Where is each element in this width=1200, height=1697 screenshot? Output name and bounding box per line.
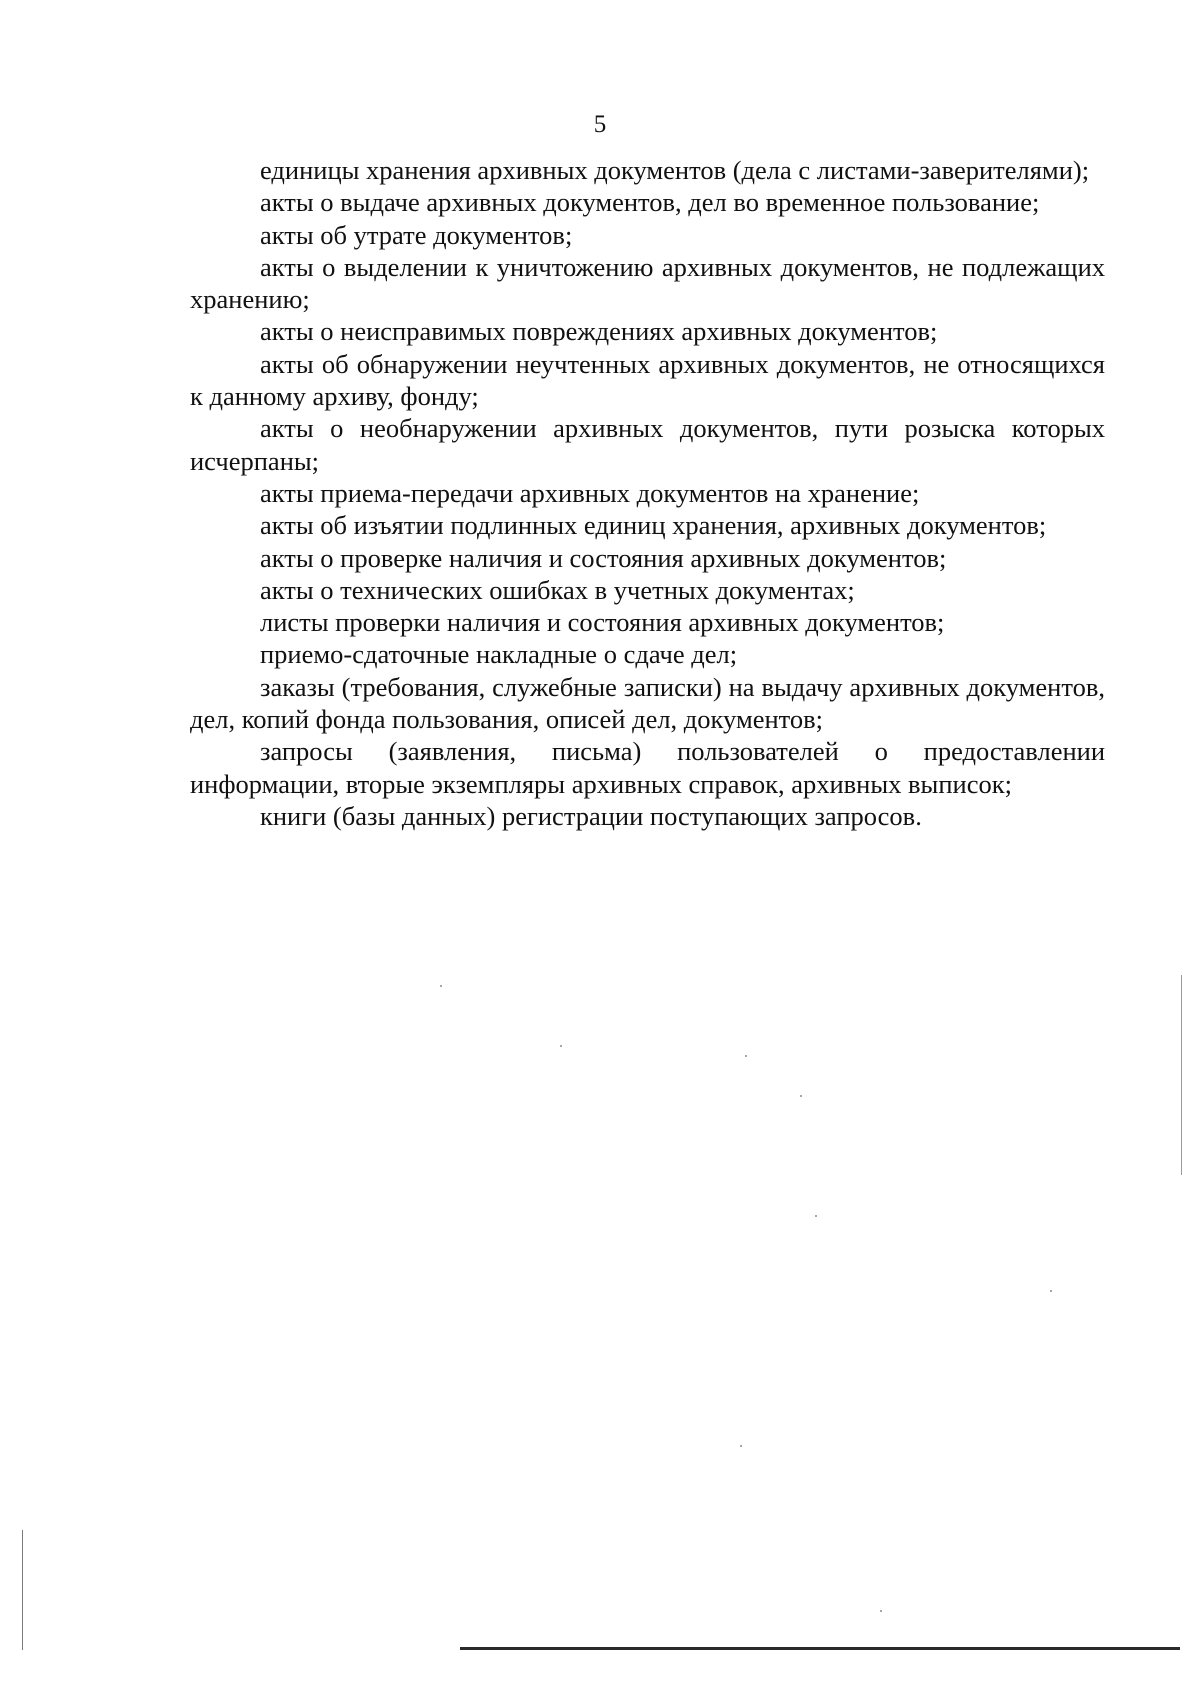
- list-item: заказы (требования, служебные записки) на выдачу архивных документов, дел, копий фонда пользования, описей дел, документов;: [190, 671, 1105, 735]
- list-item: акты приема-передачи архивных документов на хранение;: [260, 477, 920, 508]
- list-item: акты об утрате документов;: [260, 219, 573, 250]
- list-item: акты о неисправимых повреждениях архивных документов;: [260, 316, 938, 347]
- scan-speck: [745, 1055, 747, 1057]
- scan-edge-line: [460, 1647, 1180, 1650]
- scan-speck: [800, 1095, 802, 1097]
- scan-speck: [440, 985, 442, 987]
- list-item: акты о выделении к уничтожению архивных документов, не подлежащих хранению;: [190, 251, 1105, 315]
- list-item: листы проверки наличия и состояния архивных документов;: [260, 607, 945, 638]
- list-item: акты об изъятии подлинных единиц хранения, архивных документов;: [260, 510, 1047, 541]
- list-item: приемо-сдаточные накладные о сдаче дел;: [260, 639, 738, 670]
- list-item: акты о выдаче архивных документов, дел во временное пользование;: [260, 187, 1040, 218]
- scan-edge-line: [1181, 975, 1182, 1175]
- scan-speck: [1050, 1290, 1052, 1292]
- scan-speck: [815, 1215, 817, 1217]
- page-number: 5: [593, 111, 607, 138]
- scan-speck: [740, 1445, 742, 1447]
- list-item: книги (базы данных) регистрации поступающих запросов.: [260, 800, 922, 831]
- scan-speck: [560, 1045, 562, 1047]
- list-item: акты об обнаружении неучтенных архивных документов, не относящихся к данному архиву, фонду;: [190, 348, 1105, 412]
- document-body: [190, 154, 1105, 832]
- list-item: единицы хранения архивных документов (дела с листами-заверителями);: [260, 155, 1090, 185]
- list-item: акты о технических ошибках в учетных документах;: [260, 574, 855, 605]
- scan-edge-line: [22, 1530, 23, 1650]
- list-item: запросы (заявления, письма) пользователей о предоставлении информации, вторые экземпляры архивных справок, архивных выписок;: [190, 736, 1105, 799]
- scan-speck: [880, 1610, 882, 1612]
- list-item: акты о необнаружении архивных документов, пути розыска которых исчерпаны;: [190, 413, 1105, 476]
- list-item: акты о проверке наличия и состояния архивных документов;: [260, 542, 947, 573]
